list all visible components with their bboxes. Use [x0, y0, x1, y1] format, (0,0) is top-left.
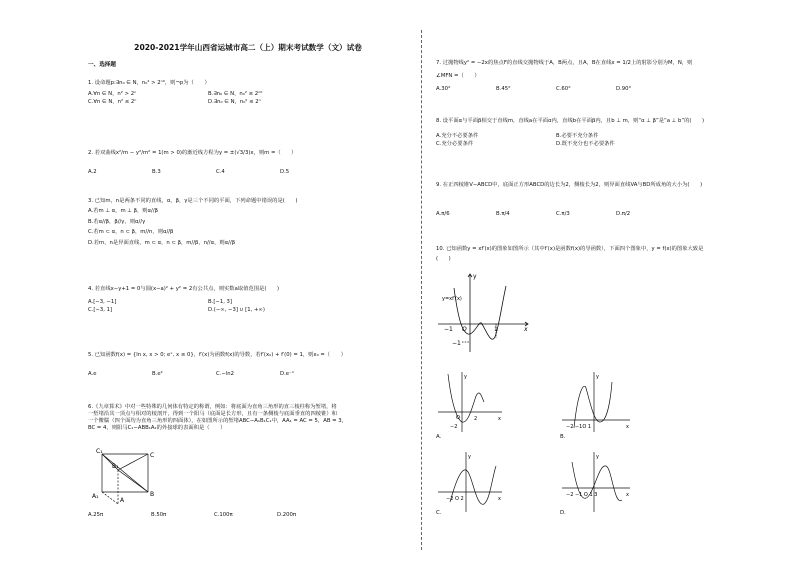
option-b[interactable]: B.π/4 [496, 211, 510, 217]
exam-title: 2020-2021学年山西省运城市高二（上）期末考试数学（文）试卷 [134, 43, 362, 52]
option-c[interactable]: C.100π [214, 512, 233, 518]
question-4 [88, 286, 408, 314]
question-9-stem: 9. 在正四棱锥V−ABCD中，底面正方形ABCD的边长为2，侧棱长为2，则异面直线VA与BD所成角的大小为( ) [436, 182, 703, 188]
question-4-stem: 4. 若直线x−y+1 = 0与圆(x−a)² + y² = 2有公共点，则实数a取值范围是( ) [88, 286, 280, 292]
option-b[interactable]: B.50π [151, 512, 167, 518]
option-a[interactable]: A.25π [88, 512, 104, 518]
option-a[interactable]: A.π/6 [436, 211, 450, 217]
option-b[interactable]: B.∃n₀ ∈ N，n₀² ≤ 2ⁿ⁰ [208, 91, 263, 97]
question-6 [88, 404, 408, 432]
question-3-stem: 3. 已知m，n是两条不同的直线，α，β，γ是三个不同的平面，下列命题中错误的是( ) [88, 198, 298, 204]
question-5 [88, 352, 408, 377]
question-7 [436, 60, 766, 92]
question-3 [88, 198, 408, 246]
question-2-stem: 2. 若双曲线x²/m − y²/m² = 1(m > 0)的渐近线方程为y = ±(√3/3)x，则m =（ ） [88, 150, 297, 156]
question-10 [436, 246, 766, 263]
svg-text:y: y [464, 374, 467, 380]
option-a[interactable]: A.充分不必要条件 [436, 133, 479, 139]
section-heading: 一、选择题 [88, 62, 116, 68]
svg-text:x: x [498, 496, 501, 502]
option-c[interactable]: C.4 [216, 169, 225, 175]
option-d[interactable]: D.e⁻¹ [280, 371, 294, 377]
tick-neg-one: −1 [444, 326, 453, 333]
option-c[interactable]: C.−ln2 [216, 371, 235, 377]
question-9 [436, 182, 766, 217]
svg-text:2: 2 [474, 416, 478, 422]
option-a[interactable]: A.e [88, 371, 97, 377]
label-c1: C₁ [96, 448, 103, 455]
option-d[interactable]: D.5 [280, 169, 290, 175]
svg-text:−2 −1 O 1 3: −2 −1 O 1 3 [566, 492, 598, 498]
label-c: C [150, 452, 155, 459]
main-graph-figure [436, 268, 536, 354]
option-b[interactable]: B.[−1, 3] [208, 299, 232, 305]
question-5-options [88, 371, 408, 377]
option-d[interactable]: D.既不充分也不必要条件 [556, 141, 615, 148]
option-a[interactable]: A.∀n ∈ N，n² > 2ⁿ [88, 91, 137, 97]
svg-text:−2: −2 [450, 424, 458, 430]
question-1 [88, 80, 408, 106]
option-d[interactable]: D.∃n₀ ∈ N，n₀² ≤ 2ⁿ [208, 99, 261, 106]
column-divider [421, 30, 422, 550]
option-b[interactable]: B.若α//β，β//γ，则α//γ [88, 218, 146, 225]
prism-figure [88, 446, 168, 504]
graph-option-d[interactable] [560, 448, 634, 514]
option-a[interactable]: A.2 [88, 169, 97, 175]
option-a[interactable]: A.[−3, −1] [88, 299, 117, 305]
axis-x-label: x [524, 326, 528, 333]
option-c[interactable]: C.充分必要条件 [436, 141, 474, 148]
option-c[interactable]: C.∀n ∈ N，n² ≤ 2ⁿ [88, 99, 137, 106]
question-4-options [88, 299, 408, 314]
graph-option-a[interactable] [436, 368, 506, 434]
option-b[interactable]: B.45° [496, 86, 511, 92]
option-c[interactable]: C.[−3, 1] [88, 307, 113, 314]
question-8-stem: 8. 设平面α与平面β相交于直线m，直线a在平面α内，直线b在平面β内，且b ⊥ m，则“α ⊥ β”是“a ⊥ b”的( ) [436, 118, 705, 124]
svg-text:x: x [626, 424, 629, 430]
graph-option-b[interactable] [560, 368, 634, 434]
curve-label: y=xf′(x) [442, 296, 462, 302]
label-option-b[interactable]: B. [560, 434, 566, 440]
option-c[interactable]: C.60° [556, 86, 571, 92]
label-a: A [120, 497, 125, 504]
question-6-line-2: 一堑堵沿其一顶点与相对的棱剖开，得到一个阳马（底面是长方形，且有一条侧棱与底面垂直的四棱锥）和 [88, 411, 337, 417]
label-b: B [150, 491, 155, 498]
option-b[interactable]: B.必要不充分条件 [556, 133, 599, 139]
label-option-d[interactable]: D. [560, 510, 566, 516]
option-d[interactable]: D.(−∞, −3] ∪ [1, +∞) [208, 307, 265, 314]
option-d[interactable]: D.200π [277, 512, 297, 518]
option-b[interactable]: B.e² [152, 371, 163, 377]
origin-label: O [462, 326, 467, 333]
question-1-stem: 1. 设命题p:∃n₀ ∈ N，n₀² > 2ⁿ⁰，则¬p为（ ） [88, 80, 210, 86]
label-option-c[interactable]: C. [436, 510, 442, 516]
question-8-options [436, 133, 766, 148]
question-7-line-2: ∠MFN =（ ） [436, 73, 480, 79]
svg-text:−2 O 2: −2 O 2 [446, 496, 464, 502]
question-3-options [88, 208, 408, 246]
question-9-options [436, 211, 766, 217]
question-8 [436, 118, 766, 148]
question-10-line-2: ( ) [436, 256, 451, 262]
question-6-options [88, 512, 340, 518]
axis-y-label: y [473, 273, 477, 280]
option-a[interactable]: A.30° [436, 86, 451, 92]
svg-text:y: y [596, 454, 599, 460]
question-6-line-3: 一个鳖臑（四个面均为直角三角形的四面体），在如图所示的堑堵ABC−A₁B₁C₁中，AA₁ = AC = 5，AB = 3， [88, 418, 347, 424]
svg-text:x: x [626, 492, 629, 498]
svg-text:y: y [468, 454, 471, 460]
question-5-stem: 5. 已知函数f(x) = {ln x, x > 0; eˣ, x ≤ 0}，f′(x)为函数f(x)的导数，若f′(x₀) + f′(0) = 1，则x₀ =（ ） [88, 352, 346, 358]
option-a[interactable]: A.若m ⊥ α，m ⊥ β，则α//β [88, 208, 158, 214]
question-6-line-1: 6.《九章算术》中对一些特殊的几何体有特定的称谓，例如：将底面为直角三角形的直三棱柱称为堑堵，将 [88, 404, 337, 410]
question-2-options [88, 169, 408, 175]
svg-text:y: y [596, 374, 599, 380]
label-a1: A₁ [92, 493, 99, 500]
option-d[interactable]: D.若m，n是异面直线，m ⊂ α，n ⊂ β，m//β，n//α，则α//β [88, 239, 236, 246]
svg-text:O: O [456, 415, 460, 421]
svg-text:x: x [498, 416, 501, 422]
question-7-options [436, 86, 766, 92]
tick-one: 1 [494, 326, 498, 333]
question-6-line-4: BC = 4，则阳马C₁−ABB₁A₁的外接球的表面积是（ ） [88, 425, 226, 431]
option-d[interactable]: D.90° [616, 86, 632, 92]
question-1-options [88, 91, 408, 106]
svg-text:−2 −1O 1: −2 −1O 1 [566, 424, 592, 430]
label-b1: B₁ [112, 463, 119, 470]
option-c[interactable]: C.若m ⊂ α，n ⊂ β，m//n，则α//β [88, 229, 174, 236]
question-10-line-1: 10. 已知函数y = xf′(x)的图象如图所示（其中f′(x)是函数f(x)的导函数），下面四个图象中，y = f(x)的图象大致是 [436, 246, 704, 252]
option-c[interactable]: C.π/3 [556, 211, 570, 217]
option-d[interactable]: D.π/2 [616, 211, 631, 217]
question-2 [88, 150, 408, 175]
graph-option-c[interactable] [436, 448, 506, 514]
label-option-a[interactable]: A. [436, 434, 442, 440]
question-7-line-1: 7. 过抛物线y² = −2x的焦点F的直线交抛物线于A，B两点，且A，B在直线x = 1/2上的射影分别为M，N，则 [436, 60, 693, 66]
option-b[interactable]: B.3 [152, 169, 161, 175]
tick-neg-one-y: −1 [452, 340, 461, 347]
